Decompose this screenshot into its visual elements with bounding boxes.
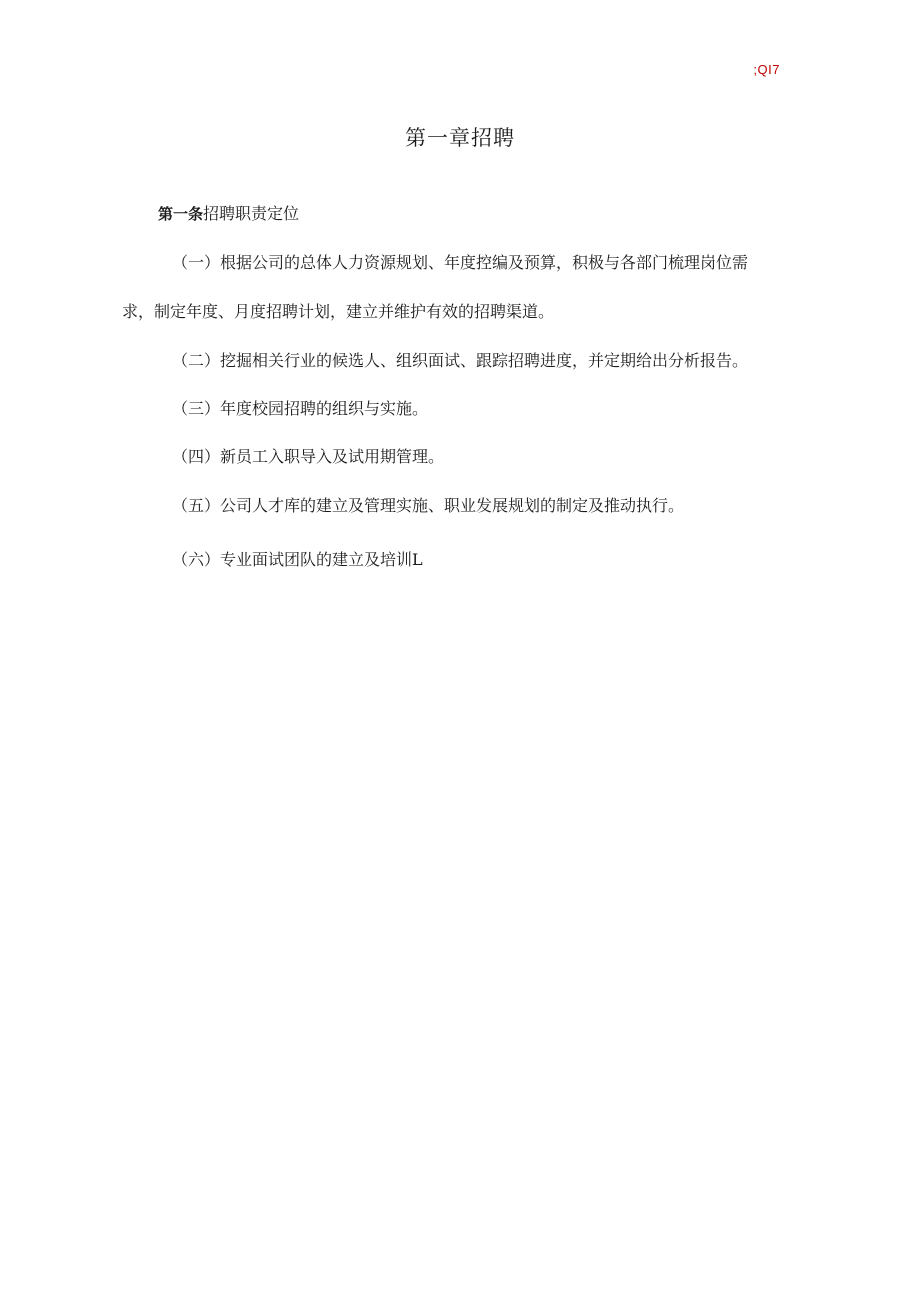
article-number: 第一条 bbox=[158, 205, 204, 223]
article-title: 招聘职责定位 bbox=[203, 204, 300, 223]
article-heading bbox=[158, 201, 299, 224]
list-item-5: （五）公司人才库的建立及管理实施、职业发展规划的制定及推动执行。 bbox=[172, 496, 685, 515]
list-item-1-continuation: 求，制定年度、月度招聘计划，建立并维护有效的招聘渠道。 bbox=[122, 302, 555, 321]
list-item-2: （二）挖掘相关行业的候选人、组织面试、跟踪招聘进度，并定期给出分析报告。 bbox=[172, 351, 749, 370]
list-item-4: （四）新员工入职导入及试用期管理。 bbox=[172, 447, 445, 466]
list-item-1: （一）根据公司的总体人力资源规划、年度控编及预算，积极与各部门梳理岗位需 bbox=[172, 253, 749, 272]
chapter-title: 第一章招聘 bbox=[405, 126, 515, 150]
list-item-3: （三）年度校园招聘的组织与实施。 bbox=[172, 399, 429, 418]
list-item-6: （六）专业面试团队的建立及培训L bbox=[172, 550, 423, 569]
page-mark: ;QI7 bbox=[753, 62, 780, 77]
